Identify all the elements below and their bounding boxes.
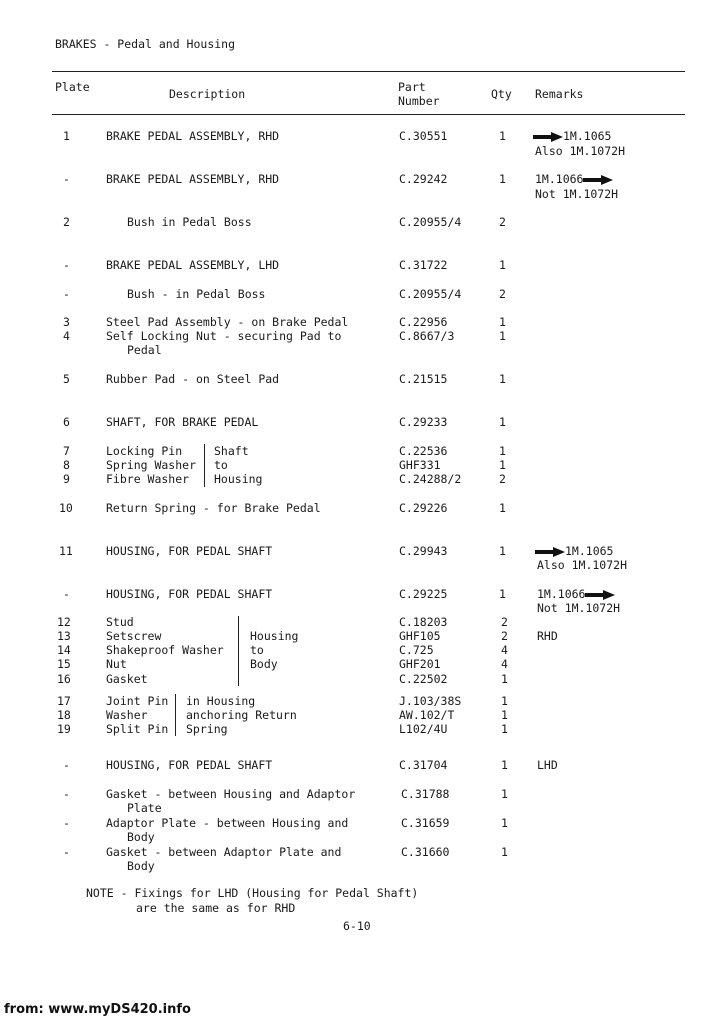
part-number-cell: C.22956 xyxy=(399,315,448,329)
description-cell: Washer xyxy=(106,708,148,722)
remarks-cell: RHD xyxy=(537,629,558,643)
col-header-plate: Plate xyxy=(55,80,90,94)
qty-cell: 1 xyxy=(501,672,508,686)
arrow-right-icon xyxy=(583,175,613,185)
plate-cell: - xyxy=(63,787,70,801)
plate-cell: 18 xyxy=(57,708,71,722)
group-label: Shaft xyxy=(214,444,249,458)
description-cell: Joint Pin xyxy=(106,694,169,708)
arrow-right-icon xyxy=(533,132,563,142)
col-header-part-line2: Number xyxy=(398,94,440,108)
plate-cell: 2 xyxy=(63,215,70,229)
description-cell-line2: Body xyxy=(127,859,155,873)
group-label: anchoring Return xyxy=(186,708,297,722)
part-number-cell: C.22502 xyxy=(399,672,448,686)
col-header-qty: Qty xyxy=(491,87,512,101)
part-number-cell: GHF331 xyxy=(399,458,441,472)
qty-cell: 1 xyxy=(499,444,506,458)
qty-cell: 1 xyxy=(499,258,506,272)
remarks-cell xyxy=(535,172,613,186)
description-cell: BRAKE PEDAL ASSEMBLY, LHD xyxy=(106,258,280,272)
qty-cell: 1 xyxy=(499,372,506,386)
section-title: BRAKES - Pedal and Housing xyxy=(55,37,236,51)
plate-cell: - xyxy=(63,587,70,601)
description-cell: Bush in Pedal Boss xyxy=(127,215,252,229)
part-number-cell: C.21515 xyxy=(399,372,448,386)
part-number-cell: C.31704 xyxy=(399,758,448,772)
group-label: Housing xyxy=(214,472,263,486)
qty-cell: 1 xyxy=(499,315,506,329)
group-bracket xyxy=(238,616,239,686)
qty-cell: 1 xyxy=(499,129,506,143)
qty-cell: 1 xyxy=(501,708,508,722)
part-number-cell: GHF201 xyxy=(399,657,441,671)
qty-cell: 1 xyxy=(499,501,506,515)
plate-cell: 19 xyxy=(57,722,71,736)
plate-cell: - xyxy=(63,287,70,301)
plate-cell: 13 xyxy=(57,629,71,643)
qty-cell: 1 xyxy=(499,587,506,601)
group-label: in Housing xyxy=(186,694,256,708)
header-top-rule xyxy=(52,71,685,72)
remarks-cell-line2: Not 1M.1072H xyxy=(537,601,621,615)
qty-cell: 2 xyxy=(499,472,506,486)
description-cell: Rubber Pad - on Steel Pad xyxy=(106,372,280,386)
description-cell: Setscrew xyxy=(106,629,162,643)
description-cell-line2: Body xyxy=(127,830,155,844)
plate-cell: 15 xyxy=(57,657,71,671)
qty-cell: 1 xyxy=(501,845,508,859)
description-cell: HOUSING, FOR PEDAL SHAFT xyxy=(106,544,273,558)
plate-cell: - xyxy=(63,816,70,830)
remarks-cell-line2: Also 1M.1072H xyxy=(537,558,628,572)
part-number-cell: C.29943 xyxy=(399,544,448,558)
remarks-cell xyxy=(535,544,613,558)
part-number-cell: C.30551 xyxy=(399,129,448,143)
footer-source: from: www.myDS420.info xyxy=(4,1002,191,1017)
group-label: to xyxy=(250,643,264,657)
group-label: to xyxy=(214,458,228,472)
part-number-cell: C.29233 xyxy=(399,415,448,429)
part-number-cell: J.103/38S xyxy=(399,694,462,708)
arrow-right-icon xyxy=(585,590,615,600)
qty-cell: 1 xyxy=(499,458,506,472)
description-cell: Return Spring - for Brake Pedal xyxy=(106,501,321,515)
note-line2: are the same as for RHD xyxy=(136,901,296,915)
plate-cell: - xyxy=(63,845,70,859)
part-number-cell: C.29225 xyxy=(399,587,448,601)
plate-cell: - xyxy=(63,758,70,772)
description-cell: Gasket - between Housing and Adaptor xyxy=(106,787,356,801)
part-number-cell: C.24288/2 xyxy=(399,472,462,486)
header-bottom-rule xyxy=(52,114,685,115)
qty-cell: 1 xyxy=(499,544,506,558)
qty-cell: 1 xyxy=(499,172,506,186)
part-number-cell: C.20955/4 xyxy=(399,287,462,301)
group-label: Body xyxy=(250,657,278,671)
plate-cell: 7 xyxy=(63,444,70,458)
group-label: Spring xyxy=(186,722,228,736)
plate-cell: 1 xyxy=(63,129,70,143)
note-line1: NOTE - Fixings for LHD (Housing for Pedal Shaft) xyxy=(86,886,419,900)
description-cell: Stud xyxy=(106,615,134,629)
description-cell: SHAFT, FOR BRAKE PEDAL xyxy=(106,415,259,429)
description-cell: Nut xyxy=(106,657,127,671)
description-cell: HOUSING, FOR PEDAL SHAFT xyxy=(106,758,273,772)
plate-cell: 3 xyxy=(63,315,70,329)
description-cell: BRAKE PEDAL ASSEMBLY, RHD xyxy=(106,129,280,143)
serial-number: 1M.1066 xyxy=(535,172,584,186)
col-header-description: Description xyxy=(169,87,246,101)
plate-cell: 6 xyxy=(63,415,70,429)
description-cell: Self Locking Nut - securing Pad to xyxy=(106,329,342,343)
qty-cell: 1 xyxy=(501,758,508,772)
qty-cell: 4 xyxy=(501,657,508,671)
group-bracket xyxy=(204,444,205,487)
part-number-cell: C.31660 xyxy=(401,845,450,859)
col-header-remarks: Remarks xyxy=(535,87,584,101)
plate-cell: 14 xyxy=(57,643,71,657)
plate-cell: 16 xyxy=(57,672,71,686)
description-cell: Split Pin xyxy=(106,722,169,736)
plate-cell: 12 xyxy=(57,615,71,629)
qty-cell: 1 xyxy=(501,816,508,830)
part-number-cell: C.29242 xyxy=(399,172,448,186)
plate-cell: 9 xyxy=(63,472,70,486)
remarks-cell xyxy=(533,129,611,143)
part-number-cell: C.29226 xyxy=(399,501,448,515)
part-number-cell: C.22536 xyxy=(399,444,448,458)
plate-cell: 17 xyxy=(57,694,71,708)
description-cell: Spring Washer xyxy=(106,458,197,472)
group-label: Housing xyxy=(250,629,299,643)
description-cell-line2: Plate xyxy=(127,801,162,815)
description-cell: Locking Pin xyxy=(106,444,183,458)
plate-cell: - xyxy=(63,258,70,272)
part-number-cell: L102/4U xyxy=(399,722,448,736)
remarks-cell-line2: Also 1M.1072H xyxy=(535,144,626,158)
description-cell: Fibre Washer xyxy=(106,472,190,486)
plate-cell: 10 xyxy=(59,501,73,515)
plate-cell: - xyxy=(63,172,70,186)
description-cell: Gasket xyxy=(106,672,148,686)
serial-number: 1M.1065 xyxy=(565,544,614,558)
description-cell: Steel Pad Assembly - on Brake Pedal xyxy=(106,315,349,329)
description-cell: Gasket - between Adaptor Plate and xyxy=(106,845,342,859)
part-number-cell: C.18203 xyxy=(399,615,448,629)
description-cell: Shakeproof Washer xyxy=(106,643,224,657)
description-cell: HOUSING, FOR PEDAL SHAFT xyxy=(106,587,273,601)
part-number-cell: C.31788 xyxy=(401,787,450,801)
part-number-cell: C.20955/4 xyxy=(399,215,462,229)
qty-cell: 1 xyxy=(499,329,506,343)
plate-cell: 11 xyxy=(59,544,73,558)
plate-cell: 4 xyxy=(63,329,70,343)
part-number-cell: C.31722 xyxy=(399,258,448,272)
qty-cell: 2 xyxy=(499,215,506,229)
serial-number: 1M.1065 xyxy=(563,129,612,143)
qty-cell: 1 xyxy=(501,722,508,736)
remarks-cell-line2: Not 1M.1072H xyxy=(535,187,619,201)
plate-cell: 8 xyxy=(63,458,70,472)
part-number-cell: GHF105 xyxy=(399,629,441,643)
qty-cell: 2 xyxy=(499,287,506,301)
col-header-part-line1: Part xyxy=(398,80,426,94)
qty-cell: 1 xyxy=(501,694,508,708)
part-number-cell: C.8667/3 xyxy=(399,329,455,343)
remarks-cell: LHD xyxy=(537,758,558,772)
description-cell: Adaptor Plate - between Housing and xyxy=(106,816,349,830)
description-cell: Bush - in Pedal Boss xyxy=(127,287,266,301)
qty-cell: 1 xyxy=(499,415,506,429)
plate-cell: 5 xyxy=(63,372,70,386)
arrow-right-icon xyxy=(535,547,565,557)
serial-number: 1M.1066 xyxy=(537,587,586,601)
description-cell: BRAKE PEDAL ASSEMBLY, RHD xyxy=(106,172,280,186)
qty-cell: 2 xyxy=(501,629,508,643)
group-bracket xyxy=(175,694,176,736)
remarks-cell xyxy=(537,587,615,601)
qty-cell: 2 xyxy=(501,615,508,629)
description-cell-line2: Pedal xyxy=(127,343,162,357)
qty-cell: 1 xyxy=(501,787,508,801)
part-number-cell: AW.102/T xyxy=(399,708,455,722)
part-number-cell: C.31659 xyxy=(401,816,450,830)
part-number-cell: C.725 xyxy=(399,643,434,657)
qty-cell: 4 xyxy=(501,643,508,657)
page-number: 6-10 xyxy=(343,919,371,933)
